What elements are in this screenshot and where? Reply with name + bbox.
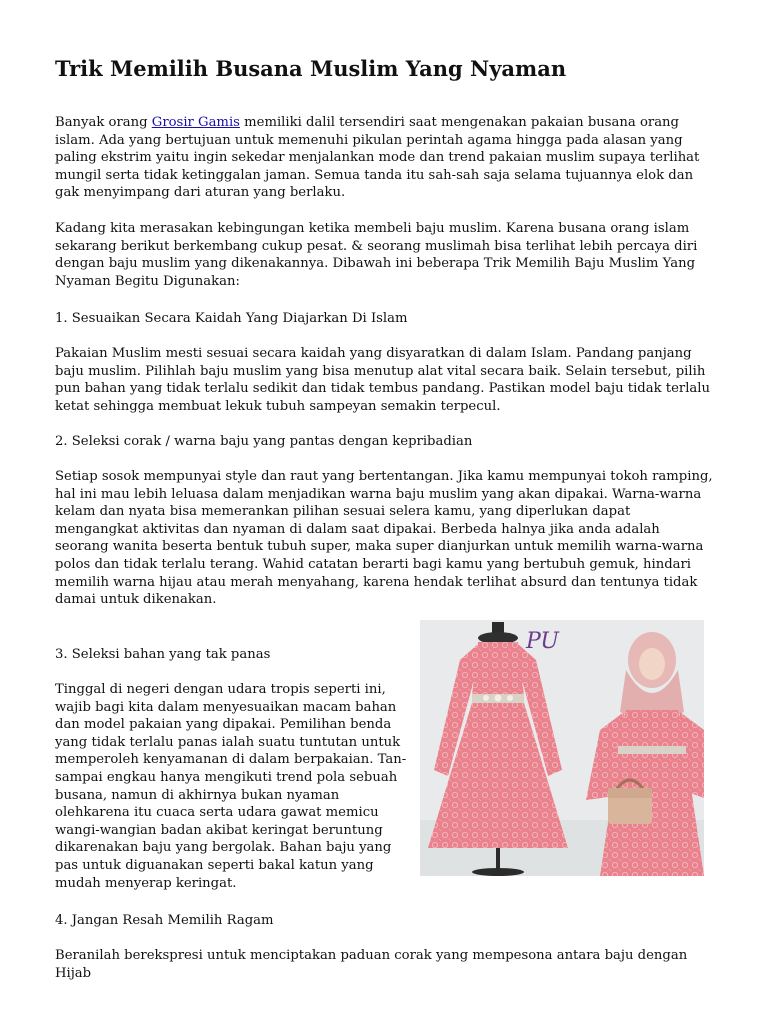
heading-3: 3. Seleksi bahan yang tak panas [55,647,271,662]
heading-4: 4. Jangan Resah Memilih Ragam [55,913,274,928]
heading-2: 2. Seleksi corak / warna baju yang pantas dengan kepribadian [55,434,473,449]
intro-text-rest: memiliki dalil tersendiri saat mengenakan pakaian busana orang islam. Ada yang bertujuan untuk memenuhi pikulan perintah agama hingga pada alasan yang paling ekstrim yaitu ingin sekedar menjalankan mode dan trend pakaian muslim supaya terlihat mungil serta tidak ketinggalan jaman. Semua tanda itu sah-sah saja selama tujuannya elok dan gak menyimpang dari aturan yang berlaku. [55,115,700,201]
intro-text-start: Banyak orang [55,115,152,130]
page-title: Trik Memilih Busana Muslim Yang Nyaman [55,56,567,81]
photo-label: PU [526,629,559,654]
paragraph-4: Setiap sosok mempunyai style dan raut yang bertentangan. Jika kamu mempunyai tokoh ramping, hal ini mau lebih leluasa dalam menjadikan warna baju muslim yang akan dipakai. Warna-warna kelam dan nyata bisa memerankan pilihan sesuai selera kamu, yang diperlukan dapat mengangkat aktivitas dan nyaman di dalam saat dipakai. Berbeda halnya jika anda adalah seorang wanita beserta bentuk tubuh super, maka super dianjurkan untuk memilih warna-warna polos dan tidak terlalu terang. Wahid catatan berarti bagi kamu yang bertubuh gemuk, hindari memilih warna hijau atau merah menyahang, karena hendak terlihat absurd dan tentunya tidak damai untuk dikenakan. [55,469,713,608]
heading-1: 1. Sesuaikan Secara Kaidah Yang Diajarkan Di Islam [55,311,408,326]
paragraph-6: Beranilah berekspresi untuk menciptakan paduan corak yang mempesona antara baju dengan Hijab [55,948,688,981]
paragraph-3: Pakaian Muslim mesti sesuai secara kaidah yang disyaratkan di dalam Islam. Pandang panjang baju muslim. Pilihlah baju muslim yang bisa menutup alat vital secara baik. Selain tersebut, pilih pun bahan yang tidak terlalu sedikit dan tidak tembus pandang. Pastikan model baju tidak terlalu ketat sehingga membuat lekuk tubuh sampeyan semakin terpecul. [55,346,710,414]
paragraph-2: Kadang kita merasakan kebingungan ketika membeli baju muslim. Karena busana orang islam sekarang berikut berkembang cukup pesat. & seorang muslimah bisa terlihat lebih percaya diri dengan baju muslim yang dikenakannya. Dibawah ini beberapa Trik Memilih Baju Muslim Yang Nyaman Begitu Digunakan: [55,221,698,289]
gamis-product-photo [420,620,704,876]
intro-paragraph [55,114,715,202]
paragraph-5: Tinggal di negeri dengan udara tropis seperti ini, wajib bagi kita dalam menyesuaikan macam bahan dan model pakaian yang dipakai. Pemilihan benda yang tidak terlalu panas ialah suatu tuntutan untuk memperoleh kenyamanan di dalam berpakaian. Tan-sampai engkau hanya mengikuti trend pola sebuah busana, namun di akhirnya bukan nyaman olehkarena itu cuaca serta udara gawat memicu wangi-wangian badan akibat keringat beruntung dikarenakan baju yang bergolak. Bahan baju yang pas untuk diguanakan seperti bakal katun yang mudah menyerap keringat. [55,682,407,891]
grosir-gamis-link[interactable]: Grosir Gamis [151,115,240,130]
